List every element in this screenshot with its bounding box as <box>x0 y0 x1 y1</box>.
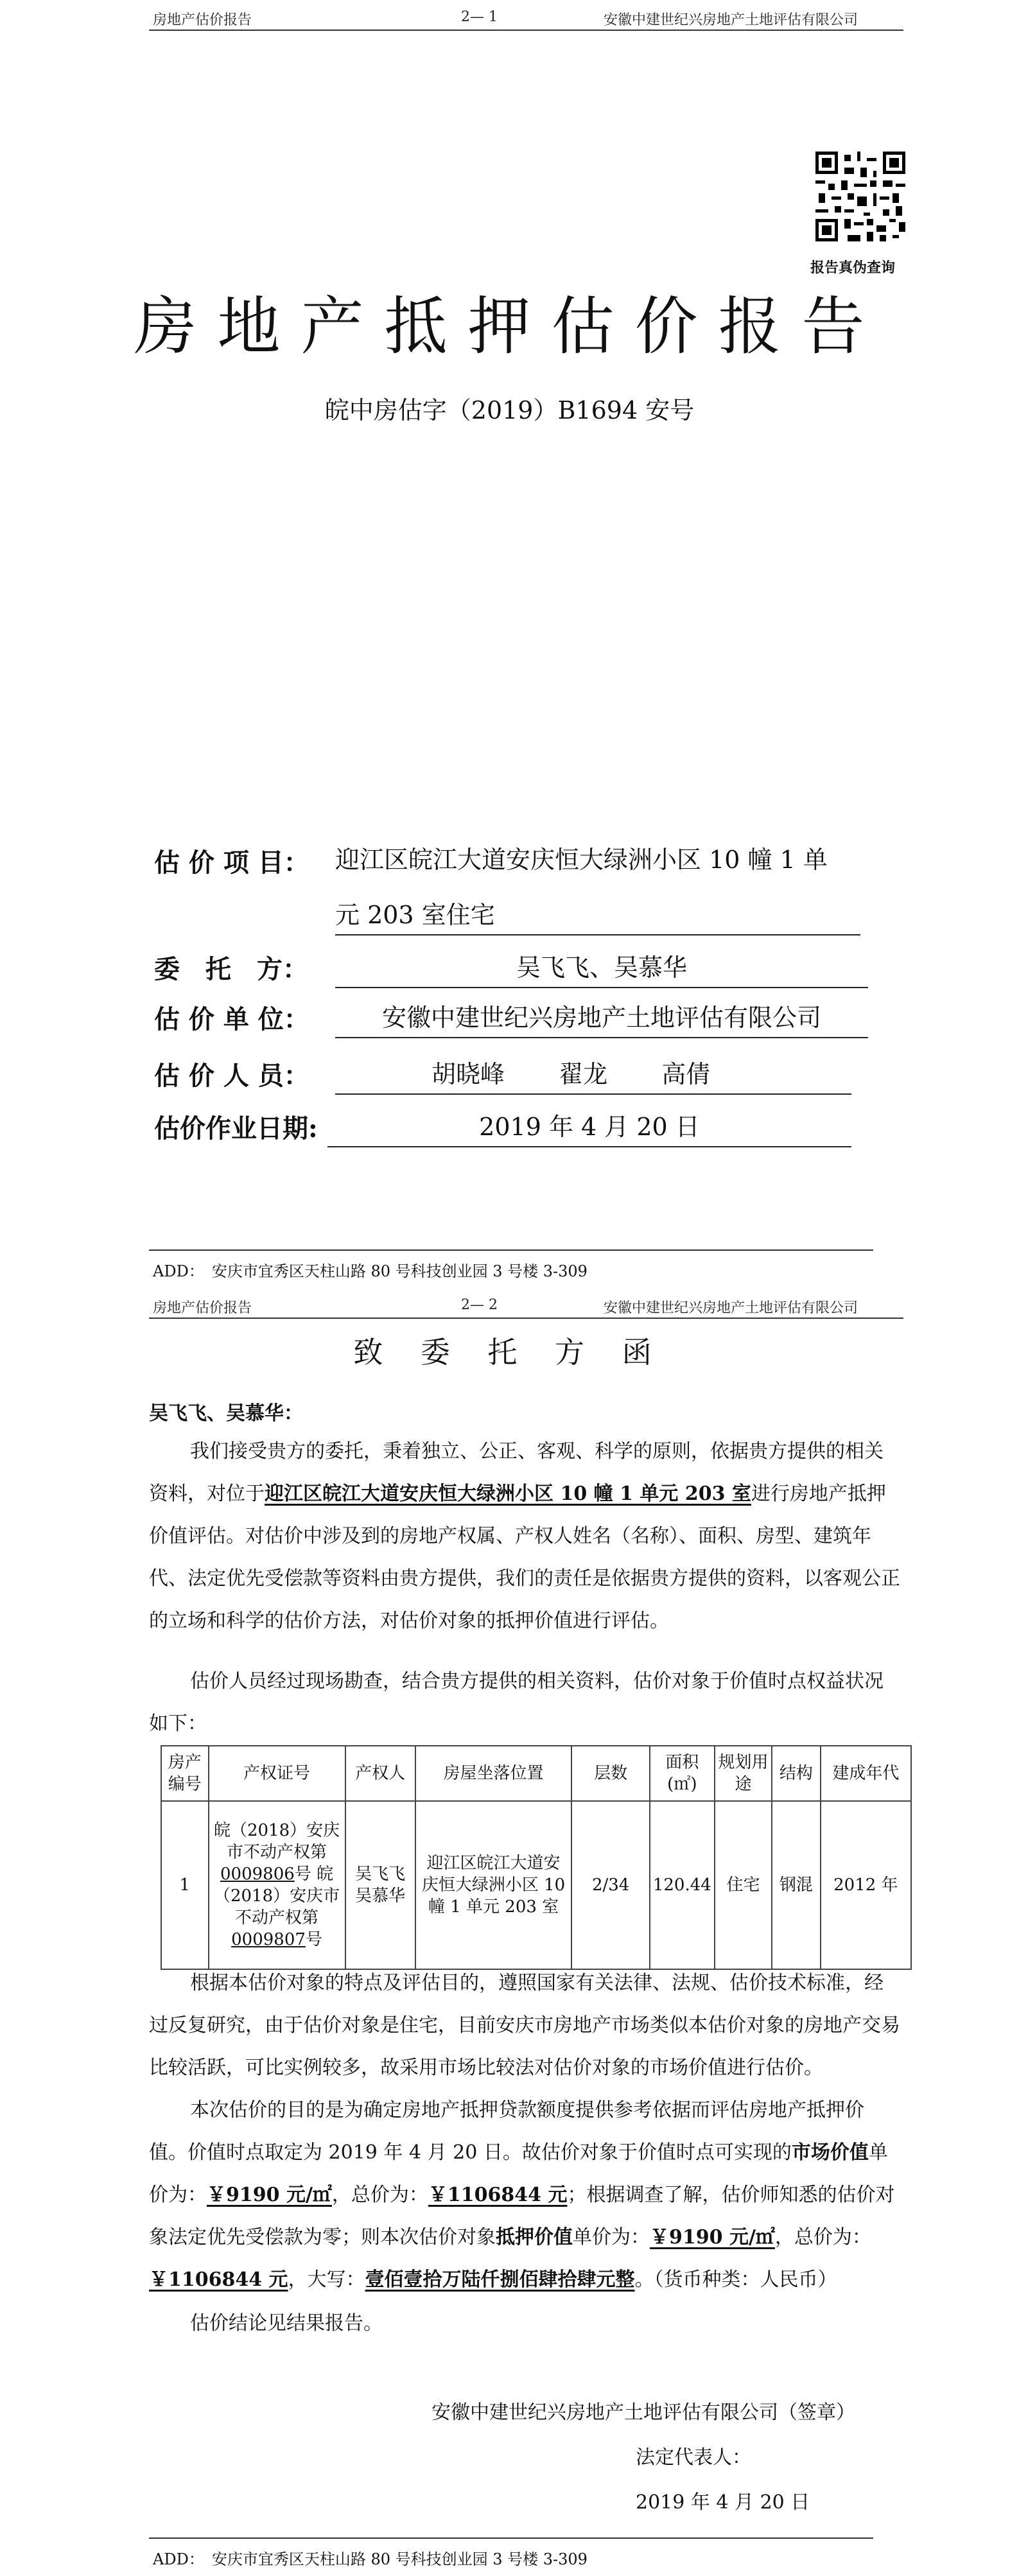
page1-header-right: 安徽中建世纪兴房地产土地评估有限公司 <box>604 12 858 28</box>
page2-header-rule <box>149 1318 903 1319</box>
certificate-text: 皖（2018）安庆市不动产权第 <box>213 1865 340 1928</box>
table-header-row <box>161 1746 911 1801</box>
appraiser-name: 胡晓峰 <box>431 1060 505 1088</box>
page2-footer-rule <box>149 2537 873 2539</box>
column-header: 结构 <box>772 1746 821 1801</box>
paragraph-conclusion <box>149 2089 900 2301</box>
cell-year: 2012 年 <box>821 1801 911 1969</box>
certificate-text: 皖（2018）安庆市不动产权第 <box>213 1821 340 1862</box>
appraisal-unit-value: 安徽中建世纪兴房地产土地评估有限公司 <box>335 998 868 1038</box>
cell-usage: 住宅 <box>715 1801 772 1969</box>
qr-caption: 报告真伪查询 <box>810 259 896 276</box>
work-date-label: 估价作业日期: <box>154 1113 318 1144</box>
project-label: 估 价 项 目： <box>154 848 309 878</box>
page2-footer-address: ADD： 安庆市宜秀区天柱山路 80 号科技创业园 3 号楼 3-309 <box>153 2550 588 2568</box>
appraisal-unit-label: 估 价 单 位： <box>154 1004 309 1034</box>
column-header: 建成年代 <box>821 1746 911 1801</box>
cell-area: 120.44 <box>650 1801 715 1969</box>
property-address: 迎江区皖江大道安庆恒大绿洲小区 10 幢 1 单元 203 室 <box>265 1483 751 1505</box>
mortgage-value-label: 抵押价值 <box>496 2226 573 2249</box>
paragraph-text: ，大写： <box>288 2268 365 2291</box>
column-header: 层数 <box>571 1746 649 1801</box>
column-header: 产权证号 <box>209 1746 345 1801</box>
mortgage-unit-price: ￥9190 元/㎡ <box>650 2226 775 2249</box>
cell-no: 1 <box>161 1801 209 1969</box>
paragraph-method: 根据本估价对象的特点及评估目的，遵照国家有关法律、法规、估价技术标准，经过反复研究，由于估价对象是住宅，目前安庆市房地产市场类似本估价对象的房地产交易比较活跃，可比实例较多，故采用市场比较法对估价对象的市场价值进行估价。 <box>149 1972 900 2079</box>
qr-code-icon[interactable] <box>815 152 905 241</box>
appraisers-label: 估 价 人 员： <box>154 1061 309 1091</box>
page2-header-right: 安徽中建世纪兴房地产土地评估有限公司 <box>604 1300 858 1316</box>
page1-header-rule <box>149 30 903 31</box>
paragraph-text: 单价为： <box>573 2226 650 2249</box>
mortgage-total-price: ￥1106844 元 <box>149 2268 288 2291</box>
project-value-line1: 迎江区皖江大道安庆恒大绿洲小区 10 幢 1 单 <box>335 846 828 874</box>
paragraph-text: ；根据调查了解，估价师知悉的估价对象法定优先受偿款为零；则本次估价对象 <box>149 2184 895 2249</box>
column-header: 规划用途 <box>715 1746 772 1801</box>
paragraph-text: 进行房地产抵押价值评估。对估价中涉及到的房地产权属、产权人姓名（名称）、面积、房型、建筑年代、法定优先受偿款等资料由贵方提供，我们的责任是依据贵方提供的资料，以客观公正的立场和科学的估价方法，对估价对象的抵押价值进行评估。 <box>149 1483 900 1632</box>
paragraph-text: 我们接受贵方的委托，秉着独立、公正、客观、科学的原则，依据贵方提供的相关资料，对位于 <box>149 1440 884 1505</box>
cell-floors: 2/34 <box>571 1801 649 1969</box>
certificate-number: 0009807 <box>231 1930 306 1949</box>
appraiser-name: 翟龙 <box>559 1060 608 1088</box>
page1-header-page: 2— 1 <box>461 9 498 25</box>
certificate-suffix: 号 <box>294 1865 311 1884</box>
page2-header-page: 2— 2 <box>461 1297 498 1313</box>
appraiser-name: 高倩 <box>661 1060 711 1088</box>
document-number: 皖中房估字（2019）B1694 安号 <box>324 396 695 424</box>
paragraph-text: 本次估价的目的是为确定房地产抵押贷款额度提供参考依据而评估房地产抵押价值。价值时点取定为 2019 年 4 月 20 日。故估价对象于价值时点可实现的 <box>149 2099 864 2164</box>
page1-header-left: 房地产估价报告 <box>153 12 252 28</box>
cell-owner <box>345 1801 415 1969</box>
owner-name: 吴慕华 <box>355 1886 406 1906</box>
signature-company: 安徽中建世纪兴房地产土地评估有限公司（签章） <box>431 2401 855 2424</box>
report-title: 房地产抵押估价报告 <box>134 290 885 363</box>
total-in-words: 壹佰壹拾万陆仟捌佰肆拾肆元整 <box>365 2268 635 2291</box>
market-value-label: 市场价值 <box>791 2141 869 2164</box>
table-row <box>161 1801 911 1969</box>
owner-name: 吴飞飞 <box>355 1865 406 1884</box>
column-header: 房产编号 <box>161 1746 209 1801</box>
paragraph-survey: 估价人员经过现场勘查，结合贵方提供的相关资料，估价对象于价值时点权益状况如下： <box>149 1670 884 1735</box>
project-value-line2: 元 203 室住宅 <box>335 895 860 936</box>
salutation: 吴飞飞、吴慕华： <box>149 1402 303 1425</box>
paragraph-text: 单价为： <box>149 2141 888 2206</box>
column-header: 面积(㎡) <box>650 1746 715 1801</box>
paragraph-see-results: 估价结论见结果报告。 <box>190 2312 383 2335</box>
market-total-price: ￥1106844 元 <box>428 2184 568 2206</box>
paragraph-engagement <box>149 1431 900 1642</box>
paragraph-text: ，总价为： <box>331 2184 428 2206</box>
legal-representative: 法定代表人： <box>636 2446 751 2469</box>
column-header: 房屋坐落位置 <box>415 1746 572 1801</box>
signature-date: 2019 年 4 月 20 日 <box>636 2491 810 2514</box>
property-table <box>161 1745 912 1970</box>
letter-title: 致 委 托 方 函 <box>353 1335 666 1370</box>
cell-certificate <box>209 1801 345 1969</box>
page1-footer-address: ADD： 安庆市宜秀区天柱山路 80 号科技创业园 3 号楼 3-309 <box>153 1262 588 1280</box>
cell-structure: 钢混 <box>772 1801 821 1969</box>
work-date-value: 2019 年 4 月 20 日 <box>327 1107 851 1147</box>
paragraph-text: ，总价为： <box>774 2226 871 2249</box>
appraisers-value <box>335 1054 851 1095</box>
paragraph-text: 。（货币种类：人民币） <box>634 2268 837 2291</box>
column-header: 产权人 <box>345 1746 415 1801</box>
market-unit-price: ￥9190 元/㎡ <box>207 2184 332 2206</box>
page2-header-left: 房地产估价报告 <box>153 1300 252 1316</box>
cell-location: 迎江区皖江大道安庆恒大绿洲小区 10 幢 1 单元 203 室 <box>415 1801 572 1969</box>
page1-footer-rule <box>149 1249 873 1251</box>
certificate-suffix: 号 <box>305 1930 322 1949</box>
client-value: 吴飞飞、吴慕华 <box>335 948 868 988</box>
client-label: 委 托 方： <box>154 954 308 984</box>
certificate-number: 0009806 <box>220 1865 295 1884</box>
